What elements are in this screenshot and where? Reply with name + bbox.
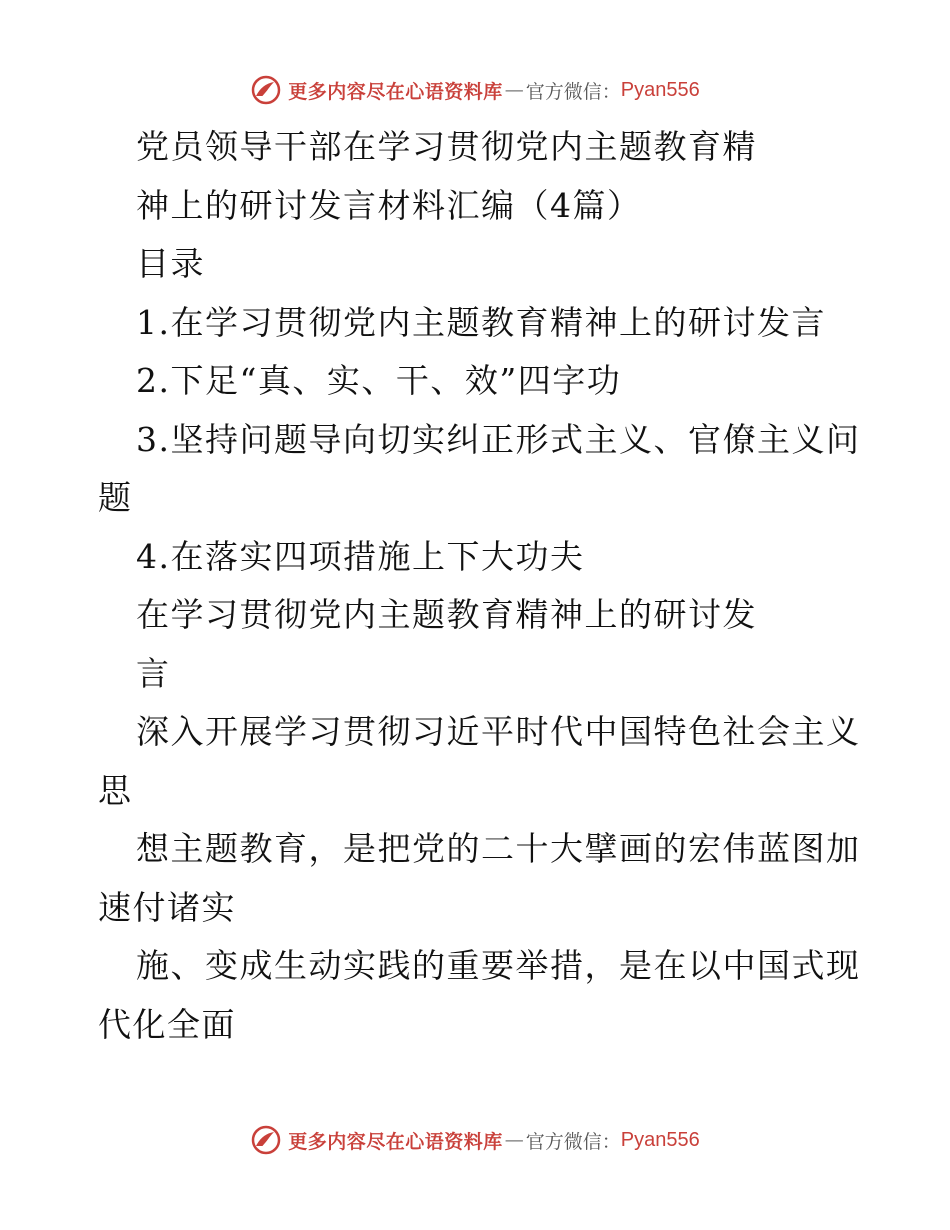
watermark-dash: — — [504, 79, 524, 101]
toc-item-3-continued: 题 — [98, 478, 133, 517]
body-line-1: 深入开展学习贯彻习近平时代中国特色社会主义 — [136, 712, 861, 751]
body-line-3: 想主题教育，是把党的二十大擘画的宏伟蓝图加 — [136, 829, 861, 868]
document-body — [98, 118, 861, 1054]
watermark-main-text: 更多内容尽在心语资料库 — [288, 80, 503, 103]
section-title-line-1: 在学习贯彻党内主题教育精神上的研讨发 — [136, 595, 757, 634]
body-line-5: 施、变成生动实践的重要举措，是在以中国式现 — [136, 946, 861, 985]
watermark-id: Pyan556 — [620, 78, 700, 101]
watermark-sub-text: 官方微信： — [525, 80, 621, 103]
doc-title-line-1: 党员领导干部在学习贯彻党内主题教育精 — [136, 127, 757, 166]
watermark-main-text: 更多内容尽在心语资料库 — [288, 1130, 503, 1153]
body-line-4: 速付诸实 — [98, 887, 236, 927]
toc-item-4: 4.在落实四项措施上下大功夫 — [136, 536, 585, 576]
pen-logo-icon — [250, 74, 282, 106]
toc-item-2: 2.下足“真、实、干、效”四字功 — [136, 361, 622, 400]
toc-item-3: 3.坚持问题导向切实纠正形式主义、官僚主义问 — [136, 419, 861, 459]
body-line-2: 思 — [98, 770, 133, 810]
pen-logo-icon — [250, 1124, 282, 1156]
header-watermark — [0, 70, 950, 110]
watermark-dash: — — [504, 1129, 524, 1151]
section-title-line-2: 言 — [136, 653, 171, 693]
footer-watermark — [0, 1120, 950, 1160]
watermark-id: Pyan556 — [620, 1128, 700, 1151]
toc-item-1: 1.在学习贯彻党内主题教育精神上的研讨发言 — [136, 302, 826, 342]
toc-heading: 目录 — [136, 244, 205, 283]
body-line-6: 代化全面 — [98, 1004, 236, 1044]
doc-title-line-2: 神上的研讨发言材料汇编（4篇） — [136, 185, 642, 225]
watermark-sub-text: 官方微信： — [525, 1130, 621, 1153]
